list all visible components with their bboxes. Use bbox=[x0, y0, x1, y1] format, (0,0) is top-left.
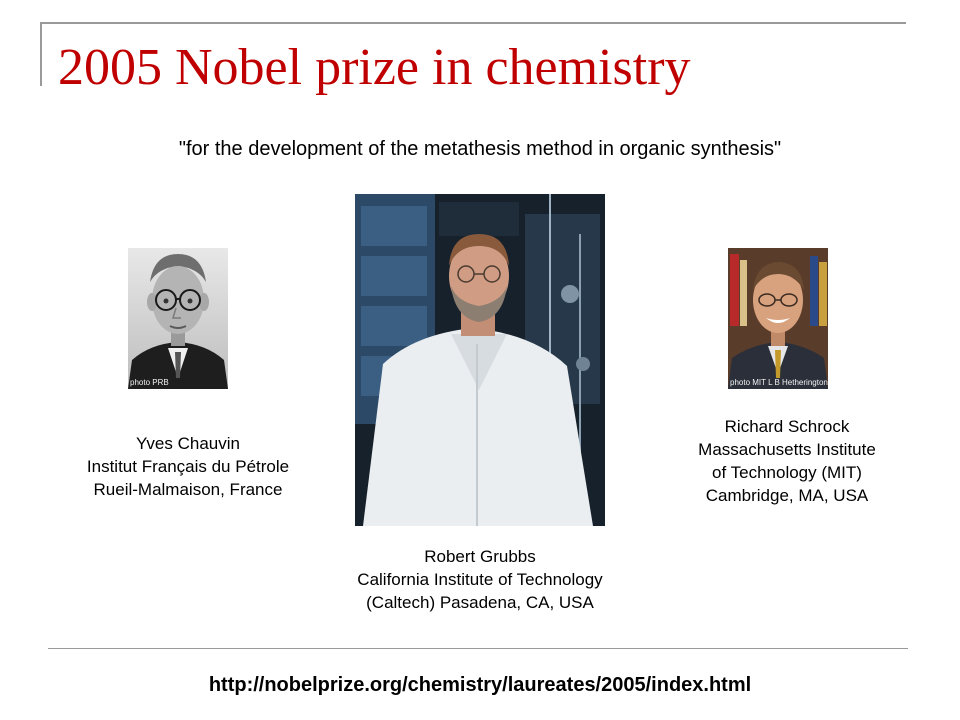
laureate-name: Richard Schrock bbox=[724, 417, 850, 436]
laureate-location: (Caltech) Pasadena, CA, USA bbox=[366, 593, 594, 612]
grubbs-caption bbox=[300, 545, 660, 614]
laureate-affiliation: Massachusetts Institute bbox=[698, 440, 876, 459]
laureate-location: Cambridge, MA, USA bbox=[705, 486, 869, 505]
grubbs-photo bbox=[355, 194, 605, 526]
schrock-photo bbox=[728, 248, 828, 389]
laureate-affiliation: California Institute of Technology bbox=[357, 570, 603, 589]
top-rule bbox=[40, 22, 906, 24]
left-rule bbox=[40, 22, 42, 86]
laureate-affiliation: Institut Français du Pétrole bbox=[86, 457, 290, 476]
chauvin-photo bbox=[128, 248, 228, 389]
slide-title: 2005 Nobel prize in chemistry bbox=[58, 39, 691, 96]
source-url[interactable]: http://nobelprize.org/chemistry/laureates/2005/index.html bbox=[208, 674, 752, 696]
chauvin-caption bbox=[40, 432, 336, 501]
bottom-rule bbox=[48, 648, 908, 649]
laureate-affiliation-cont: of Technology (MIT) bbox=[712, 463, 862, 482]
chauvin-photo-credit: photo PRB bbox=[130, 378, 169, 387]
laureate-location: Rueil-Malmaison, France bbox=[93, 480, 283, 499]
schrock-caption bbox=[662, 415, 912, 507]
schrock-photo-credit: photo MIT L B Hetherington bbox=[730, 378, 828, 387]
laureate-name: Robert Grubbs bbox=[424, 547, 536, 566]
prize-citation: "for the development of the metathesis method in organic synthesis" bbox=[178, 138, 782, 160]
laureate-name: Yves Chauvin bbox=[136, 434, 240, 453]
